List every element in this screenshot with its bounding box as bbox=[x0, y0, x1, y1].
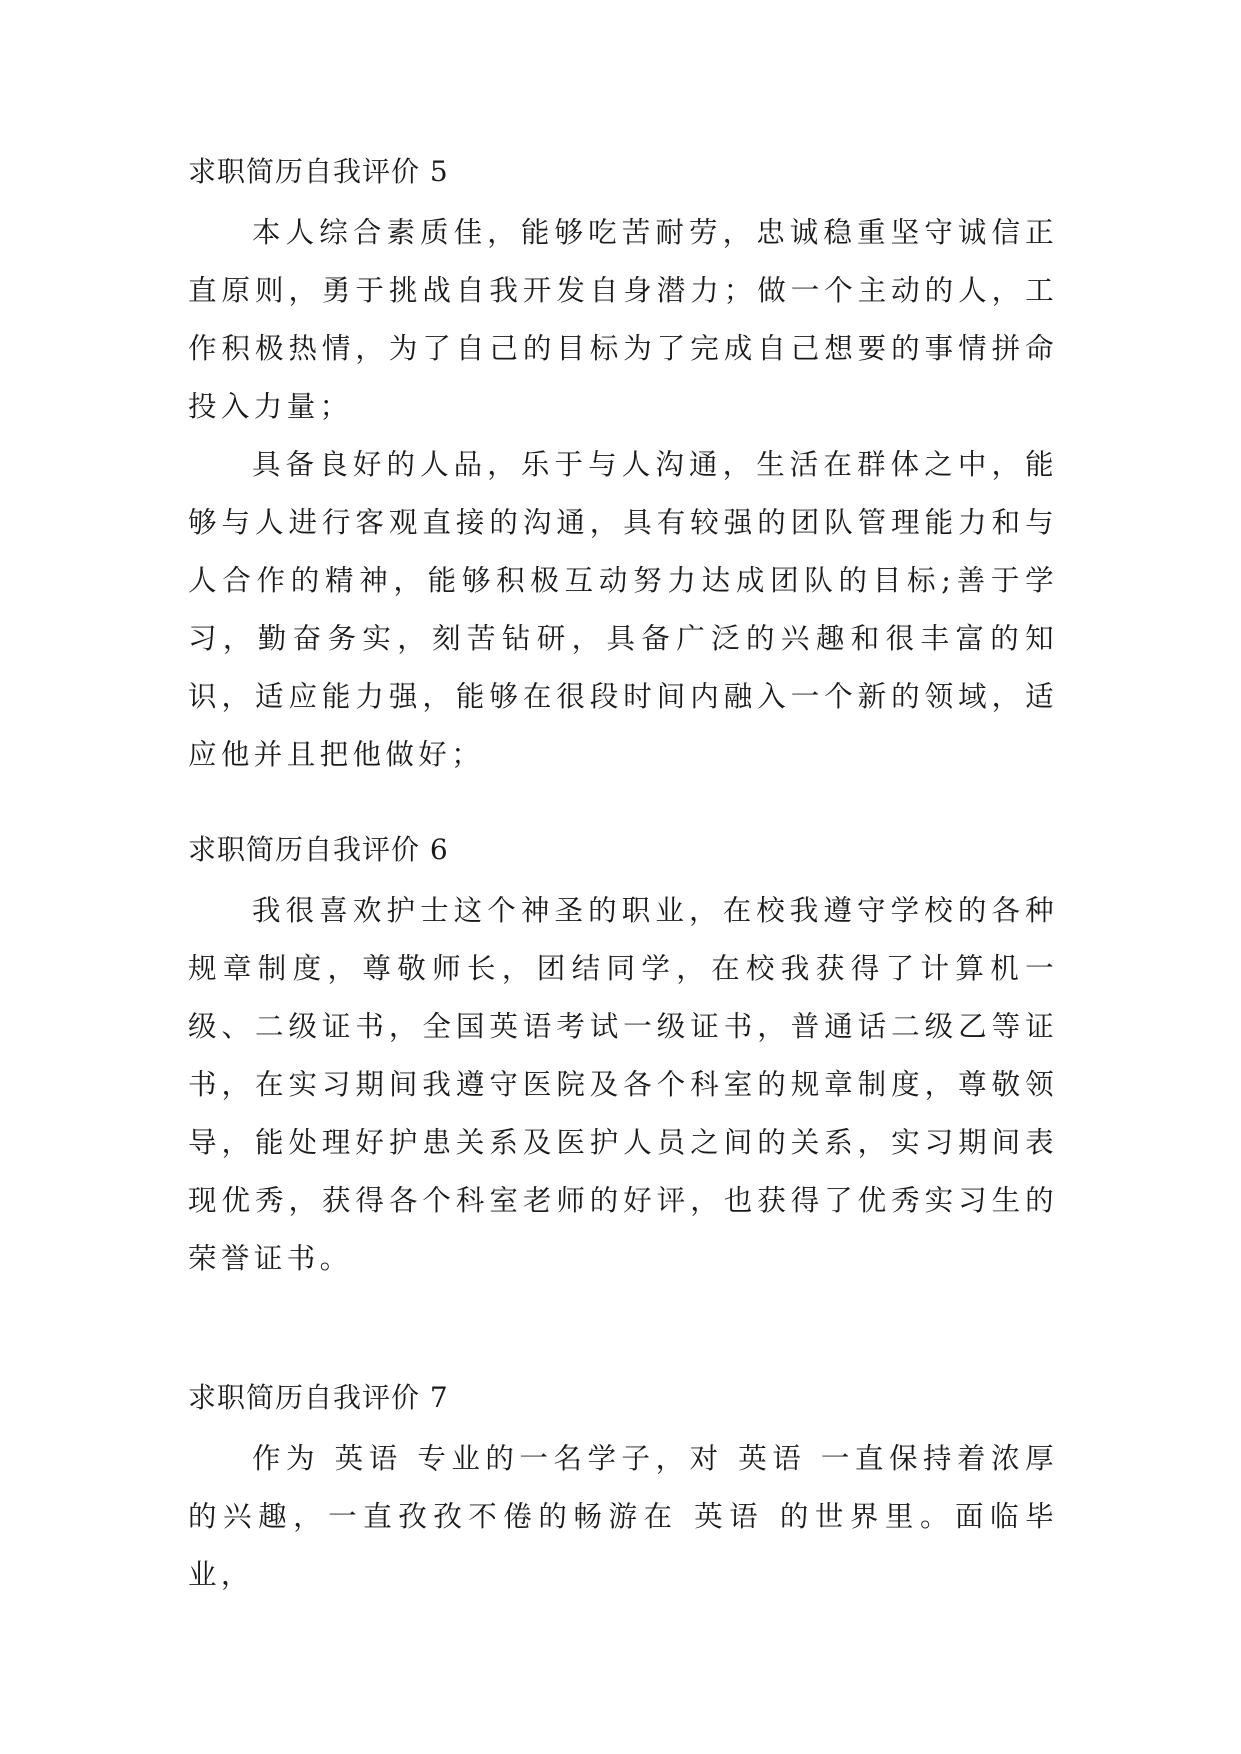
section-heading: 求职简历自我评价 7 bbox=[188, 1381, 449, 1414]
paragraph: 作为 英语 专业的一名学子，对 英语 一直保持着浓厚的兴趣，一直孜孜不倦的畅游在 英语 的世界里。面临毕业， bbox=[188, 1442, 1058, 1591]
section-5 bbox=[188, 152, 1058, 784]
paragraph: 我很喜欢护士这个神圣的职业，在校我遵守学校的各种规章制度，尊敬师长，团结同学，在校我获得了计算机一级、二级证书，全国英语考试一级证书，普通话二级乙等证书，在实习期间我遵守医院及各个科室的规章制度，尊敬领导，能处理好护患关系及医护人员之间的关系，实习期间表现优秀，获得各个科室老师的好评，也获得了优秀实习生的荣誉证书。 bbox=[188, 894, 1058, 1275]
section-heading: 求职简历自我评价 6 bbox=[188, 833, 449, 866]
paragraph: 本人综合素质佳，能够吃苦耐劳，忠诚稳重坚守诚信正直原则，勇于挑战自我开发自身潜力；做一个主动的人，工作积极热情，为了自己的目标为了完成自己想要的事情拼命投入力量； bbox=[188, 216, 1058, 423]
section-6 bbox=[188, 830, 1058, 1288]
paragraph: 具备良好的人品，乐于与人沟通，生活在群体之中，能够与人进行客观直接的沟通，具有较强的团队管理能力和与人合作的精神，能够积极互动努力达成团队的目标;善于学习，勤奋务实，刻苦钻研，具备广泛的兴趣和很丰富的知识，适应能力强，能够在很段时间内融入一个新的领域，适应他并且把他做好； bbox=[188, 448, 1058, 771]
section-heading: 求职简历自我评价 5 bbox=[188, 155, 449, 188]
section-7 bbox=[188, 1378, 1058, 1604]
